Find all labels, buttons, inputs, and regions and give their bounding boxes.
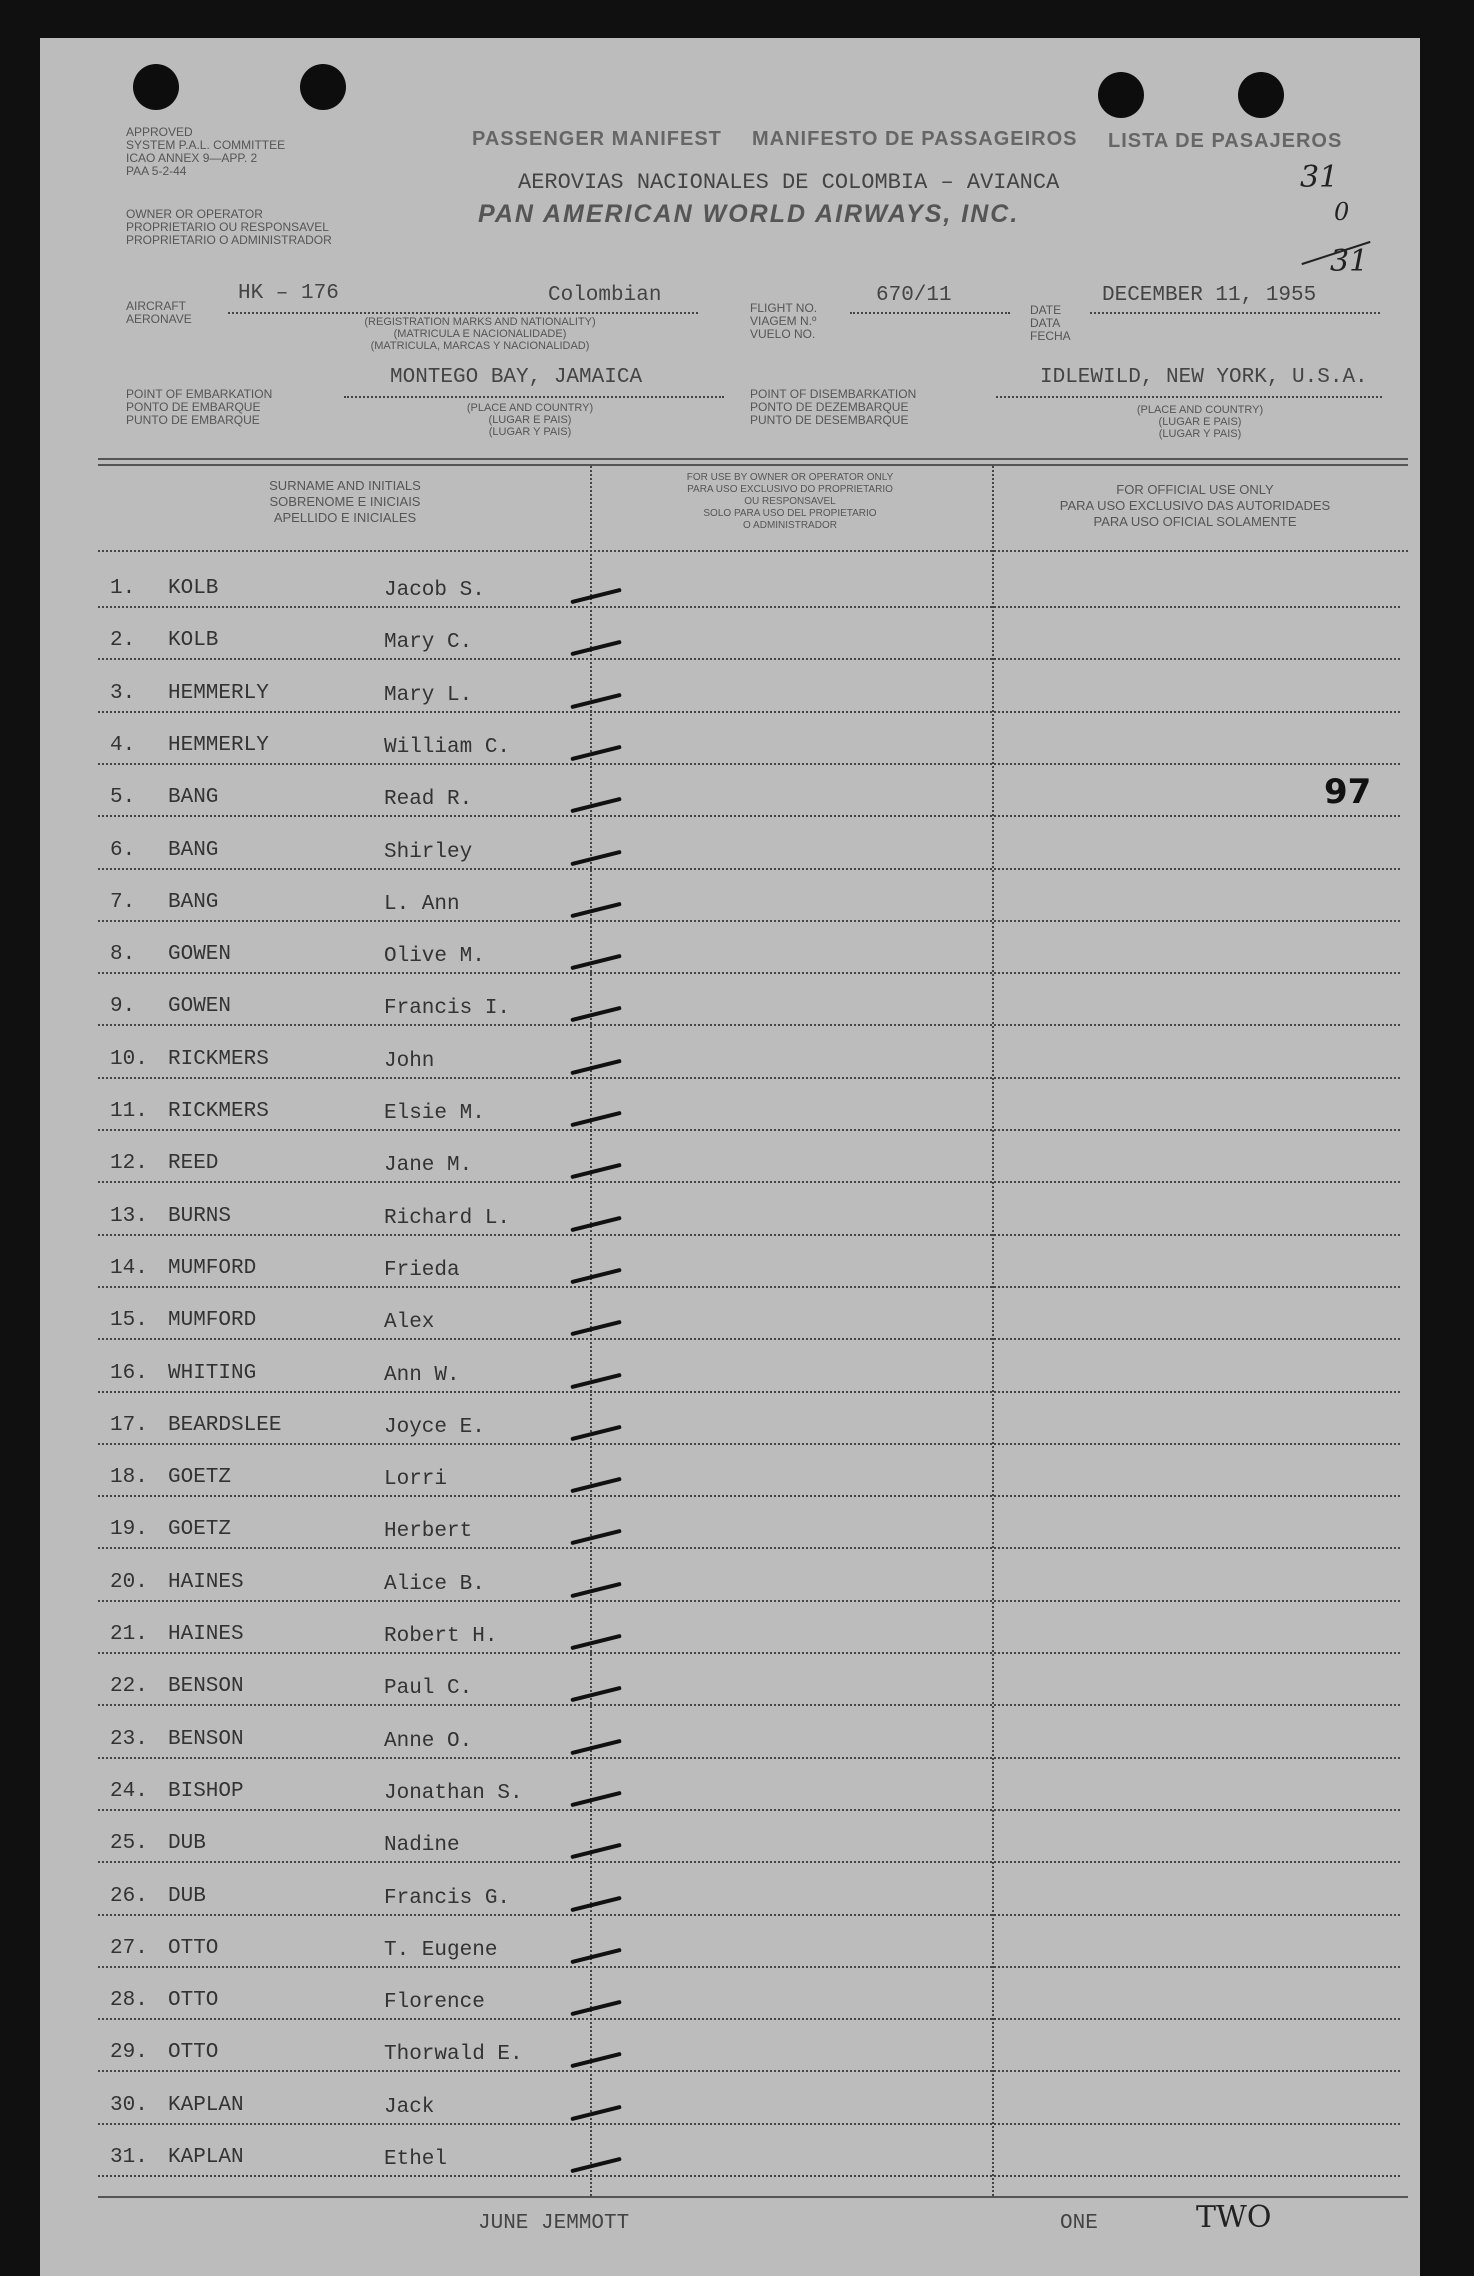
prepared-by: JUNE JEMMOTT (478, 2212, 630, 2235)
passenger-number: 24. (110, 1779, 148, 1803)
aircraft-nationality: Colombian (548, 284, 662, 307)
passenger-surname: KAPLAN (168, 2146, 244, 2169)
passenger-number: 18. (110, 1466, 148, 1490)
passenger-surname: BENSON (168, 1727, 244, 1751)
footer-rule (98, 2196, 1408, 2198)
passenger-surname: BENSON (168, 1675, 244, 1699)
passenger-surname: GOETZ (168, 1518, 232, 1542)
passenger-given-name: Anne O. (384, 1729, 473, 1753)
passenger-given-name: Robert H. (384, 1625, 498, 1648)
passenger-row (110, 1654, 1400, 1706)
passenger-given-name: Nadine (384, 1834, 460, 1858)
check-mark-icon (570, 2157, 621, 2173)
passenger-row (110, 1288, 1400, 1340)
passenger-row (110, 922, 1400, 974)
passenger-given-name: Jacob S. (384, 579, 485, 602)
passenger-given-name: T. Eugene (384, 1938, 498, 1962)
check-mark-icon (570, 1581, 621, 1597)
page-fraction-mid: 0 (1334, 198, 1350, 226)
passenger-row (110, 2020, 1400, 2072)
check-mark-icon (570, 1111, 621, 1127)
operator-use-header: FOR USE BY OWNER OR OPERATOR ONLY PARA USO EXCLUSIVO DO PROPRIETARIO OU RESPONSAVEL SOLO PARA USO DEL PROPIETARIO O ADMINISTRADOR (686, 472, 894, 531)
passenger-number: 4. (110, 733, 136, 757)
passenger-given-name: Ethel (384, 2148, 448, 2171)
check-mark-icon (570, 1477, 621, 1493)
check-mark-icon (570, 1215, 621, 1231)
passenger-row (110, 556, 1400, 608)
passenger-number: 12. (110, 1152, 148, 1176)
passenger-number: 26. (110, 1884, 148, 1908)
punch-hole (1238, 72, 1284, 118)
page-number-handwritten: TWO (1196, 2200, 1272, 2235)
passenger-given-name: Jonathan S. (384, 1781, 523, 1805)
check-mark-icon (570, 1948, 621, 1964)
passenger-given-name: Lorri (384, 1468, 448, 1492)
passenger-surname: WHITING (168, 1361, 257, 1385)
passenger-surname: BISHOP (168, 1779, 244, 1803)
passenger-given-name: Richard L. (384, 1206, 511, 1230)
passenger-surname: OTTO (168, 1936, 219, 1960)
passenger-surname: KAPLAN (168, 2093, 244, 2117)
passenger-number: 11. (110, 1100, 148, 1123)
passenger-surname: HAINES (168, 1623, 244, 1646)
passenger-surname: BANG (168, 890, 219, 914)
passenger-row (110, 1341, 1400, 1393)
passenger-surname: KOLB (168, 577, 219, 600)
passenger-row (110, 818, 1400, 870)
passenger-surname: BANG (168, 838, 219, 862)
passenger-surname: REED (168, 1152, 219, 1176)
check-mark-icon (570, 1686, 621, 1702)
disembarkation-caption: (PLACE AND COUNTRY) (LUGAR E PAIS) (LUGAR Y PAIS) (1136, 404, 1264, 440)
passenger-number: 17. (110, 1413, 148, 1437)
passenger-given-name: Francis G. (384, 1886, 511, 1910)
passenger-given-name: Herbert (384, 1520, 473, 1544)
passenger-given-name: Alex (384, 1311, 435, 1335)
passenger-given-name: Francis I. (384, 997, 511, 1021)
passenger-given-name: Frieda (384, 1258, 460, 1282)
check-mark-icon (570, 2000, 621, 2016)
passenger-surname: MUMFORD (168, 1309, 257, 1333)
passenger-row (110, 1079, 1400, 1131)
header-bottom-rule (98, 550, 1408, 552)
header-rule (98, 458, 1408, 460)
passenger-given-name: Olive M. (384, 945, 485, 969)
passenger-number: 2. (110, 629, 136, 653)
passenger-surname: OTTO (168, 1989, 219, 2013)
passenger-row (110, 1864, 1400, 1916)
passenger-surname: MUMFORD (168, 1256, 257, 1280)
passenger-number: 15. (110, 1309, 148, 1333)
passenger-surname: RICKMERS (168, 1047, 269, 1071)
check-mark-icon (570, 1843, 621, 1859)
passenger-given-name: Read R. (384, 788, 473, 812)
page-fraction-bottom: 31 (1330, 244, 1369, 279)
passenger-row (110, 713, 1400, 765)
disembarkation-place: IDLEWILD, NEW YORK, U.S.A. (1040, 366, 1368, 389)
passenger-row (110, 1184, 1400, 1236)
passenger-surname: BEARDSLEE (168, 1413, 282, 1437)
passenger-surname: RICKMERS (168, 1100, 269, 1123)
passenger-given-name: Alice B. (384, 1572, 485, 1596)
passenger-given-name: Ann W. (384, 1363, 460, 1387)
passenger-surname: DUB (168, 1832, 206, 1856)
disembarkation-label: POINT OF DISEMBARKATION PONTO DE DEZEMBARQUE PUNTO DE DESEMBARQUE (750, 387, 917, 427)
passenger-row (110, 1027, 1400, 1079)
check-mark-icon (570, 1425, 621, 1441)
passenger-row (110, 870, 1400, 922)
passenger-row (110, 661, 1400, 713)
approval-block: APPROVED SYSTEM P.A.L. COMMITTEE ICAO ANNEX 9—APP. 2 PAA 5-2-44 (126, 125, 286, 178)
passenger-given-name: William C. (384, 735, 511, 759)
page-fraction-top: 31 (1300, 160, 1339, 195)
check-mark-icon (570, 1895, 621, 1911)
passenger-given-name: Joyce E. (384, 1415, 485, 1439)
passenger-surname: BANG (168, 786, 219, 810)
passenger-given-name: Paul C. (384, 1677, 473, 1701)
embarkation-caption: (PLACE AND COUNTRY) (LUGAR E PAIS) (LUGAR Y PAIS) (466, 402, 594, 438)
passenger-number: 27. (110, 1936, 148, 1960)
passenger-number: 22. (110, 1675, 148, 1699)
passenger-given-name: L. Ann (384, 892, 460, 916)
aircraft-label: AIRCRAFT AERONAVE (126, 299, 192, 326)
row-rule (98, 2175, 1400, 2177)
check-mark-icon (570, 1634, 621, 1650)
names-column-header: SURNAME AND INITIALS SOBRENOME E INICIAIS APELLIDO E INICIALES (269, 478, 421, 525)
check-mark-icon (570, 1058, 621, 1074)
passenger-number: 28. (110, 1989, 148, 2013)
check-mark-icon (570, 1163, 621, 1179)
passenger-surname: DUB (168, 1884, 206, 1908)
passenger-surname: OTTO (168, 2041, 219, 2065)
check-mark-icon (570, 1738, 621, 1754)
passenger-row (110, 1759, 1400, 1811)
flight-label: FLIGHT NO. VIAGEM N.º VUELO NO. (750, 301, 818, 341)
check-mark-icon (570, 797, 621, 813)
passenger-number: 29. (110, 2041, 148, 2065)
title-es: LISTA DE PASAJEROS (1108, 130, 1343, 152)
passenger-number: 30. (110, 2093, 148, 2117)
passenger-surname: GOETZ (168, 1466, 232, 1490)
punch-hole (133, 64, 179, 110)
passenger-surname: KOLB (168, 629, 219, 653)
passenger-row (110, 1811, 1400, 1863)
passenger-number: 20. (110, 1570, 148, 1594)
passenger-row (110, 1236, 1400, 1288)
passenger-row (110, 2125, 1400, 2177)
passenger-row (110, 2073, 1400, 2125)
check-mark-icon (570, 588, 621, 604)
passenger-row (110, 974, 1400, 1026)
passenger-surname: HEMMERLY (168, 733, 269, 757)
header-rule (98, 464, 1408, 466)
title-en: PASSENGER MANIFEST (472, 128, 722, 150)
passenger-row (110, 765, 1400, 817)
passenger-number: 14. (110, 1256, 148, 1280)
passenger-surname: GOWEN (168, 995, 232, 1019)
title-pt: MANIFESTO DE PASSAGEIROS (752, 128, 1078, 150)
passenger-number: 9. (110, 995, 136, 1019)
passenger-row (110, 608, 1400, 660)
passenger-number: 13. (110, 1204, 148, 1228)
passenger-given-name: Mary L. (384, 683, 473, 707)
check-mark-icon (570, 640, 621, 656)
passenger-number: 1. (110, 577, 136, 600)
check-mark-icon (570, 1320, 621, 1336)
flight-number: 670/11 (876, 284, 952, 307)
operator-stamp: PAN AMERICAN WORLD AIRWAYS, INC. (478, 200, 1020, 228)
embarkation-place: MONTEGO BAY, JAMAICA (390, 366, 643, 389)
page-number-typed: ONE (1060, 2212, 1098, 2235)
passenger-given-name: John (384, 1049, 435, 1073)
passenger-given-name: Florence (384, 1991, 485, 2015)
owner-label: OWNER OR OPERATOR PROPRIETARIO OU RESPONSAVEL PROPRIETARIO O ADMINISTRADOR (126, 207, 332, 247)
check-mark-icon (570, 692, 621, 708)
passenger-surname: GOWEN (168, 943, 232, 967)
passenger-number: 10. (110, 1047, 148, 1071)
passenger-number: 21. (110, 1623, 148, 1646)
passenger-given-name: Jack (384, 2095, 435, 2119)
embarkation-label: POINT OF EMBARKATION PONTO DE EMBARQUE PUNTO DE EMBARQUE (126, 387, 273, 427)
check-mark-icon (570, 902, 621, 918)
passenger-number: 16. (110, 1361, 148, 1385)
passenger-given-name: Jane M. (384, 1154, 473, 1178)
check-mark-icon (570, 954, 621, 970)
check-mark-icon (570, 849, 621, 865)
official-use-header: FOR OFFICIAL USE ONLY PARA USO EXCLUSIVO DAS AUTORIDADES PARA USO OFICIAL SOLAMENTE (1059, 482, 1331, 529)
check-mark-icon (570, 1529, 621, 1545)
punch-hole (300, 64, 346, 110)
passenger-number: 25. (110, 1832, 148, 1856)
passenger-surname: HAINES (168, 1570, 244, 1594)
check-mark-icon (570, 745, 621, 761)
operator-name: AEROVIAS NACIONALES DE COLOMBIA – AVIANCA (518, 170, 1060, 195)
punch-hole (1098, 72, 1144, 118)
passenger-row (110, 1707, 1400, 1759)
passenger-row (110, 1131, 1400, 1183)
passenger-row (110, 1445, 1400, 1497)
passenger-row (110, 1550, 1400, 1602)
passenger-number: 7. (110, 890, 136, 914)
check-mark-icon (570, 2052, 621, 2068)
passenger-surname: BURNS (168, 1204, 232, 1228)
passenger-given-name: Mary C. (384, 631, 473, 655)
passenger-given-name: Shirley (384, 840, 473, 864)
date-label: DATE DATA FECHA (1030, 303, 1071, 343)
aircraft-registration: HK – 176 (238, 282, 339, 305)
passenger-given-name: Thorwald E. (384, 2043, 523, 2067)
passenger-row (110, 1602, 1400, 1654)
flight-date: DECEMBER 11, 1955 (1102, 284, 1317, 307)
check-mark-icon (570, 2104, 621, 2120)
passenger-number: 23. (110, 1727, 148, 1751)
check-mark-icon (570, 1791, 621, 1807)
check-mark-icon (570, 1268, 621, 1284)
passenger-number: 6. (110, 838, 136, 862)
passenger-number: 31. (110, 2146, 148, 2169)
passenger-row (110, 1497, 1400, 1549)
check-mark-icon (570, 1372, 621, 1388)
passenger-number: 3. (110, 681, 136, 705)
check-mark-icon (570, 1006, 621, 1022)
passenger-number: 5. (110, 786, 136, 810)
passenger-given-name: Elsie M. (384, 1102, 485, 1125)
passenger-number: 8. (110, 943, 136, 967)
stamp-number: 97 (1324, 772, 1372, 812)
registration-caption: (REGISTRATION MARKS AND NATIONALITY) (MATRICULA E NACIONALIDADE) (MATRICULA, MARCAS Y NACIONALIDAD) (364, 316, 596, 352)
passenger-number: 19. (110, 1518, 148, 1542)
passenger-row (110, 1916, 1400, 1968)
passenger-row (110, 1968, 1400, 2020)
passenger-row (110, 1393, 1400, 1445)
passenger-surname: HEMMERLY (168, 681, 269, 705)
